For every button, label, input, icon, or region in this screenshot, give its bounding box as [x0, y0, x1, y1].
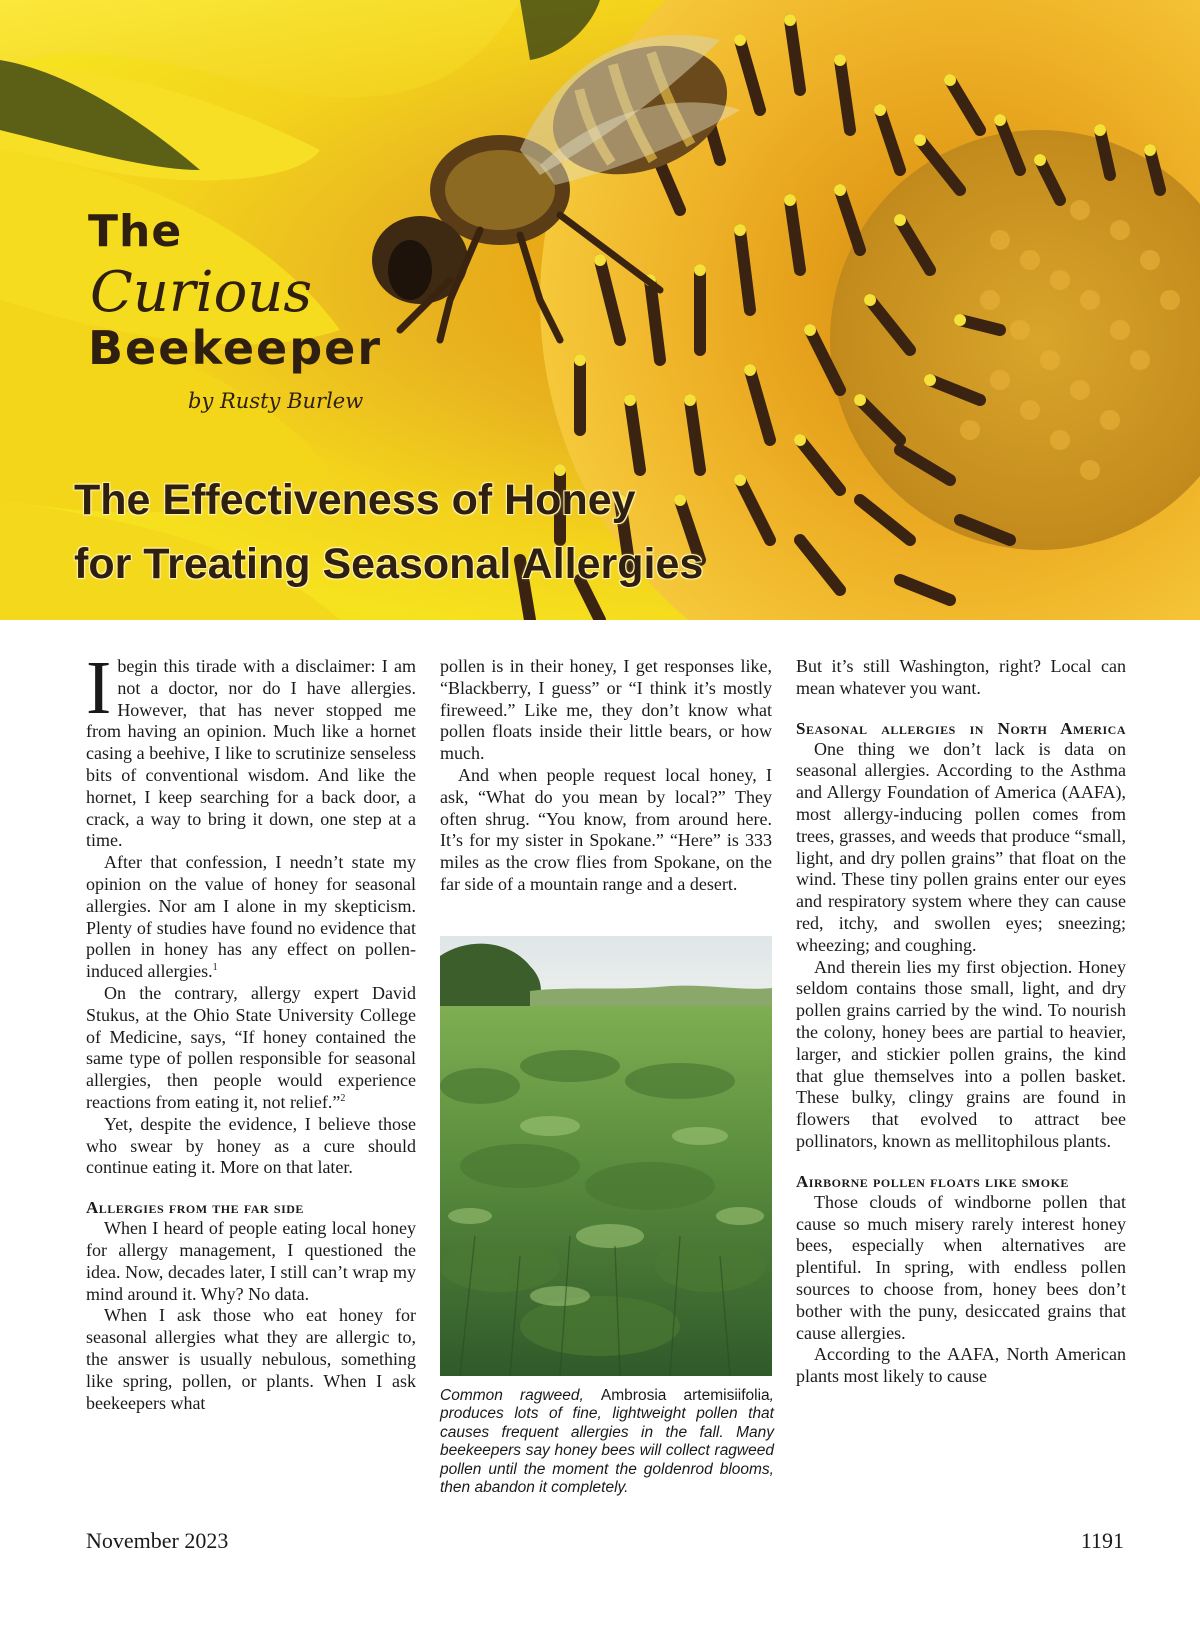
column-3 — [796, 656, 1126, 1388]
article-headline — [74, 468, 974, 596]
ragweed-photo — [440, 936, 772, 1376]
paragraph-3 — [86, 983, 416, 1114]
paragraph-10: One thing we don’t lack is data on seasonal allergies. According to the Asthma and Allergy Foundation of America (AAFA), most allergy-inducing pollen comes from trees, grasses, and weeds that produce “small, light, and dry pollen grains” that float on the wind. These tiny pollen grains enter our eyes and respiratory system where they can cause red, itchy, and swollen eyes; sneezing; wheezing; and coughing. — [796, 738, 1126, 955]
subheading-allergies-far-side: Allergies from the far side — [86, 1198, 304, 1218]
headline-line-1: The Effectiveness of Honey — [74, 476, 636, 524]
paragraph-3-text: On the contrary, allergy expert David Stukus, at the Ohio State University College of Medicine, says, “If honey contained the same type of pollen responsible for seasonal allergies, then people would experience reactions from eating it, not relief.” — [86, 982, 416, 1112]
paragraph-13: According to the AAFA, North American plants most likely to cause — [796, 1344, 1126, 1387]
photo-caption — [440, 1387, 774, 1497]
paragraph-8: And when people request local honey, I ask, “What do you mean by local?” They often shrug. “You know, from around here. It’s for my sister in Spokane.” “Here” is 333 miles as the crow flies from Spokane, on the far side of a mountain range and a desert. — [440, 764, 772, 894]
subheading-seasonal-allergies: Seasonal allergies in North America — [796, 718, 1126, 738]
page-number: 1191 — [1080, 1528, 1124, 1553]
ragweed-field-image — [440, 936, 772, 1376]
masthead-curious: Curious — [90, 260, 313, 325]
footnote-ref-1[interactable]: 1 — [212, 962, 218, 974]
column-2 — [440, 656, 772, 896]
caption-part-1: Common ragweed, — [440, 1387, 601, 1404]
paragraph-6: When I ask those who eat honey for seasonal allergies what they are allergic to, the answer is usually nebulous, something like spring, pollen, or plants. When I ask beekeepers what — [86, 1305, 416, 1413]
caption-scientific-name: Ambrosia artemisiifolia — [600, 1387, 770, 1404]
caption-part-3: , produces lots of fine, lightweight pollen that causes frequent allergies in the fall. Many beekeepers say honey bees will collect ragweed pollen until the moment the goldenrod blooms, then abandon it completely. — [440, 1387, 774, 1497]
issue-date: November 2023 — [86, 1528, 229, 1553]
headline-line-2: for Treating Seasonal Allergies — [74, 540, 704, 588]
drop-cap: I — [86, 646, 112, 730]
paragraph-1-text: begin this tirade with a disclaimer: I am not a doctor, nor do I have allergies. However, that has never stopped me from having an opinion. Much like a hornet casing a beehive, I like to scrutinize senseless bits of conventional wisdom. And like the hornet, I keep searching for a back door, a crack, a way to bring it down, one step at a time. — [86, 656, 416, 851]
hero-image — [0, 0, 1200, 620]
byline: by Rusty Burlew — [188, 388, 364, 413]
paragraph-7: pollen is in their honey, I get responses like, “Blackberry, I guess” or “I think it’s mostly fireweed.” Like me, they don’t know what pollen floats inside their little bears, or how much. — [440, 656, 772, 764]
paragraph-11: And therein lies my first objection. Honey seldom contains those small, light, and dry pollen grains carried by the wind. To nourish the colony, honey bees are partial to heavier, larger, and stickier pollen grains, the kind that glue themselves into a pollen basket. These bulky, clingy grains are found in flowers that evolved to attract bee pollinators, known as mellitophilous plants. — [796, 956, 1126, 1151]
column-1 — [86, 646, 416, 1414]
footnote-ref-2[interactable]: 2 — [340, 1092, 346, 1104]
paragraph-12: Those clouds of windborne pollen that cause so much misery rarely interest honey bees, especially when alternatives are plentiful. In spring, with endless pollen sources to choose from, honey bees don’t bother with the puny, desiccated grains that cause allergies. — [796, 1191, 1126, 1343]
masthead-the: The — [88, 206, 183, 257]
paragraph-1 — [86, 646, 416, 852]
subheading-airborne-pollen: Airborne pollen floats like smoke — [796, 1171, 1069, 1191]
paragraph-5: When I heard of people eating local honey for allergy management, I questioned the idea. Now, decades later, I still can’t wrap my mind around it. Why? No data. — [86, 1218, 416, 1304]
paragraph-2-text: After that confession, I needn’t state my opinion on the value of honey for seasonal allergies. Nor am I alone in my skepticism. Plenty of studies have found no evidence that pollen in honey has any effect on pollen-induced allergies. — [86, 852, 416, 982]
paragraph-9: But it’s still Washington, right? Local can mean whatever you want. — [796, 656, 1126, 698]
masthead — [88, 206, 383, 413]
paragraph-2 — [86, 852, 416, 983]
paragraph-4: Yet, despite the evidence, I believe those who swear by honey as a cure should continue eating it. More on that later. — [86, 1113, 416, 1178]
masthead-beekeeper: Beekeeper — [88, 320, 383, 375]
